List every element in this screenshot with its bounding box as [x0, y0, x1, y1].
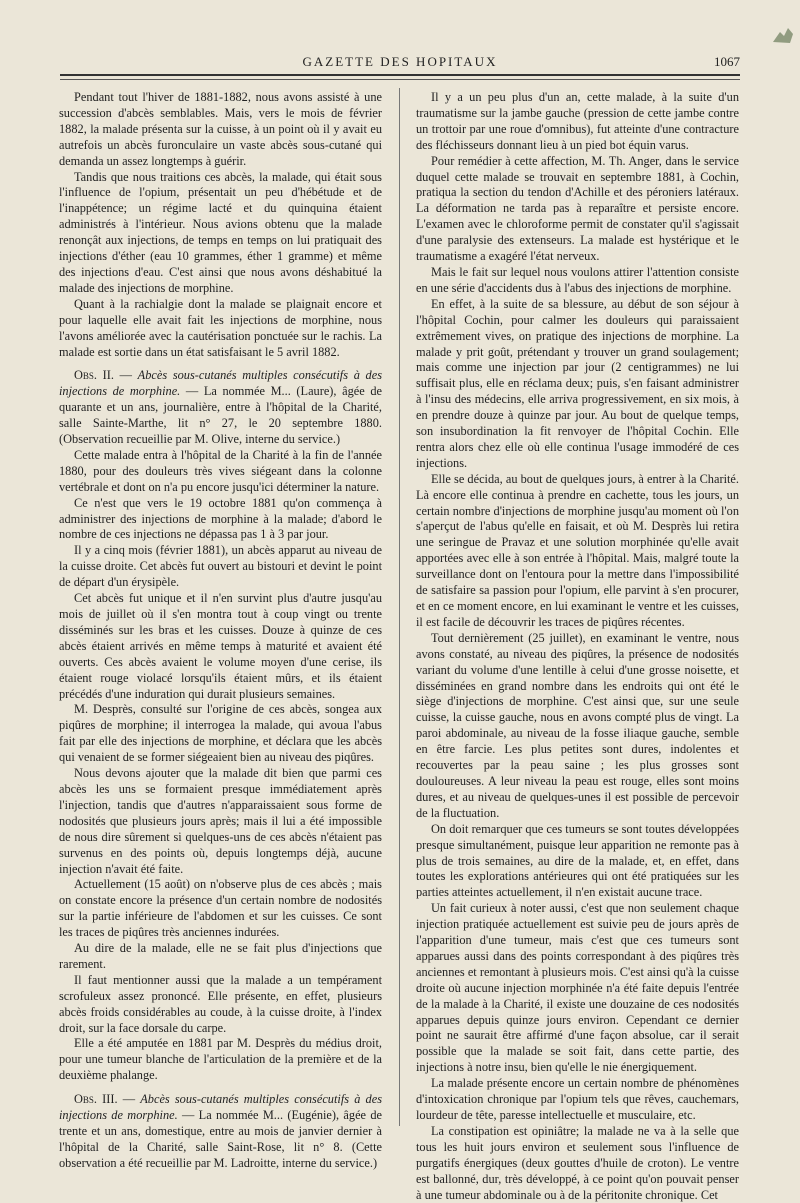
paragraph: Au dire de la malade, elle ne se fait plus d'injections que rarement. — [59, 941, 382, 971]
paragraph: On doit remarquer que ces tumeurs se sont toutes développées presque simultanément, puisque leur apparition ne remonte pas à plus de trois semaines, au dire de la malade, et, en effet, dans toutes les explorations antérieures qui ont été pratiquées sur les parties atteintes actuellement, il n'en existait aucune trace. — [416, 821, 739, 900]
paragraph: En effet, à la suite de sa blessure, au début de son séjour à l'hôpital Cochin, pour calmer les douleurs qui paraissaient extrêmement vives, on pratique des injections de morphine. La malade y prit goût, prétendant y trouver un grand soulagement; mais comme une injection par jour (2 centigrammes) ne lui suffisait plus, elle en réclama deux; puis, s'en faisant administrer à l'insu des médecins, elle arriva progressivement, en six mois, à en prendre douze à quinze par jour. Au bout de quelque temps, son insubordination la fit renvoyer de l'hôpital Cochin. Elle rentra alors chez elle où elle continua l'usage immodéré de ces injections. — [416, 296, 739, 470]
left-column — [59, 90, 383, 1170]
paragraph: Quant à la rachialgie dont la malade se plaignait encore et pour laquelle elle avait fait les injections de morphine, nous l'avons améliorée avec la cautérisation ponctuée sur le rachis. La malade est sortie dans un état satisfaisant le 5 avril 1882. — [59, 296, 382, 359]
paragraph: Il y a un peu plus d'un an, cette malade, à la suite d'un traumatisme sur la jambe gauche (pression de cette jambe contre un trottoir par une roue d'omnibus), fut atteinte d'une contracture des fléchisseurs donnant lieu à un pied bot équin varus. — [416, 90, 739, 152]
paragraph: Cet abcès fut unique et il n'en survint plus d'autre jusqu'au mois de juillet où il s'en montra tout à coup vingt ou trente disséminés sur les bras et les cuisses. Douze à quinze de ces abcès étaient arrivés en même temps à maturité et avaient été ouverts. Ces abcès avaient le volume moyen d'une cerise, ils étaient rouge violacé lorsqu'ils étaient mûrs, et ils étaient précédés d'une induration qui durait plusieurs semaines. — [59, 591, 382, 701]
observation-label: Obs. III. — — [74, 1092, 141, 1107]
paragraph: Ce n'est que vers le 19 octobre 1881 qu'on commença à administrer des injections de morphine à la malade; d'abord le nombre de ces injections ne dépassa pas 1 à 3 par jour. — [59, 495, 382, 542]
paragraph: M. Desprès, consulté sur l'origine de ces abcès, songea aux piqûres de morphine; il interrogea la malade, qui avoua l'abus fait par elle des injections de morphine, et déclara que les abcès qui venaient de se former siégeaient bien au niveau des piqûres. — [59, 702, 382, 765]
column-divider — [399, 88, 400, 1126]
paragraph: Un fait curieux à noter aussi, c'est que non seulement chaque injection pratiquée actuellement est suivie peu de jours après de l'apparition d'une tumeur, mais c'est que ces tumeurs sont apparues aussi dans des points correspondant à des piqûres très anciennes et remontant à plusieurs mois. C'est ainsi qu'à la cuisse droite où aucune injection morphinée n'a été faite depuis l'entrée de la malade à la Charité, il existe une douzaine de ces nodosités apparues depuis quinze jours environ. Cependant ce dernier point ne saurait être affirmé d'une façon absolue, car il serait possible que la malade se soit fait, dans cette partie, des injections à notre insu, bien qu'elle le nie énergiquement. — [416, 901, 739, 1075]
paragraph: Tandis que nous traitions ces abcès, la malade, qui était sous l'influence de l'opium, présentait un peu d'hébétude et de l'inappétence; un régime lacté et du quinquina étaient administrés à l'intérieur. Nous avions obtenu que la malade renonçât aux injections, de temps en temps on lui pratiquait des injections d'éther (eau 10 grammes, éther 1 gramme) et même des injections d'eau. C'est ainsi que nous avons déshabitué la malade des injections de morphine. — [59, 169, 382, 295]
paragraph: Nous devons ajouter que la malade dit bien que parmi ces abcès les uns se formaient presque immédiatement après l'injection, tandis que d'autres n'apparaissaient sous forme de nodosités que plusieurs jours après; mais il lui a été impossible de nous dire sûrement si quelques-uns de ces abcès n'étaient pas survenus en des points où, depuis longtemps déjà, aucune injection n'avait été faite. — [59, 766, 382, 876]
corner-ornament-icon — [770, 24, 796, 46]
page-header — [60, 54, 740, 74]
paragraph: Cette malade entra à l'hôpital de la Charité à la fin de l'année 1880, pour des douleurs très vives siégeant dans la colonne vertébrale et dont on n'a pu encore jusqu'ici déterminer la nature. — [59, 447, 382, 494]
observation-intro: — La nommée M... (Laure), âgée de quarante et un ans, journalière, entre à l'hôpital de la Charité, salle Sainte-Marthe, lit n° 27, le 20 septembre 1880. (Observation recueillie par M. Olive, interne du service.) — [59, 384, 382, 447]
observation-3-header — [59, 1092, 382, 1172]
page-number: 1067 — [714, 54, 740, 69]
observation-label: Obs. II. — — [74, 368, 138, 383]
paragraph: Actuellement (15 août) on n'observe plus de ces abcès ; mais on constate encore la présence d'un certain nombre de nodosités sur la partie inférieure de l'abdomen et sur les cuisses. Ce sont les traces de piqûres très anciennes indurées. — [59, 877, 382, 940]
paragraph: Elle se décida, au bout de quelques jours, à entrer à la Charité. Là encore elle continua à prendre en cachette, tous les jours, un certain nombre d'injections de morphine jusqu'au moment où l'on s'aperçut de l'abus qu'elle en faisait, et où M. Desprès lui retira une seringue de Pravaz et une solution morphinée qu'elle avait apportées avec elle à son entrée à l'hôpital. Mais, malgré toute la surveillance dont on l'entoura pour la mettre dans l'impossibilité de satisfaire sa passion pour l'opium, elle parvint à s'en procurer, et en ce moment encore, en lui examinant le ventre et les cuisses, il est facile de découvrir les traces de piqûres récentes. — [416, 471, 739, 629]
observation-2-header — [59, 368, 382, 448]
header-rule-thin — [60, 79, 740, 80]
observation-title: Abcès sous-cutanés multiples consécutifs à des injections de morphine. — [59, 368, 382, 399]
paragraph: Pendant tout l'hiver de 1881-1882, nous avons assisté à une succession d'abcès semblables. Mais, vers le mois de février 1882, la malade présenta sur la cuisse, à un point où il y avait eu autrefois un abcès furonculaire un vaste abcès sous-cutané qui demanda un assez longtemps à guérir. — [59, 90, 382, 168]
journal-title: GAZETTE DES HOPITAUX — [302, 54, 498, 69]
paragraph: Il y a cinq mois (février 1881), un abcès apparut au niveau de la cuisse droite. Cet abcès fut ouvert au bistouri et devint le point de départ d'un érysipèle. — [59, 543, 382, 590]
paragraph: Mais le fait sur lequel nous voulons attirer l'attention consiste en une série d'accidents dus à l'abus des injections de morphine. — [416, 264, 739, 295]
paragraph: La malade présente encore un certain nombre de phénomènes d'intoxication chronique par l'opium tels que rêves, cauchemars, lourdeur de tête, paresse intellectuelle et musculaire, etc. — [416, 1076, 739, 1122]
observation-title: Abcès sous-cutanés multiples consécutifs à des injections de morphine. — [59, 1092, 383, 1123]
paragraph: Elle a été amputée en 1881 par M. Desprès du médius droit, pour une tumeur blanche de l'articulation de la première et de la deuxième phalange. — [59, 1036, 382, 1083]
paragraph: Il faut mentionner aussi que la malade a un tempérament scrofuleux assez prononcé. Elle présente, en effet, plusieurs abcès froids considérables au coude, à la cuisse droite, à l'index droit, sur la face dorsale du carpe. — [59, 972, 382, 1035]
observation-intro: — La nommée M... (Eugénie), âgée de trente et un ans, domestique, entre au mois de janvier dernier à l'hôpital de la Charité, salle Saint-Rose, lit n° 8. (Cette observation a été recueillie par M. Ladroitte, interne du service.) — [59, 1108, 383, 1170]
header-rule-thick — [60, 74, 740, 76]
paragraph: Tout dernièrement (25 juillet), en examinant le ventre, nous avons constaté, au niveau des piqûres, la présence de nodosités variant du volume d'une lentille à celui d'une grosse noisette, et disséminées en grand nombre dans les endroits qui ont été le siège d'injections de morphine. C'est ainsi que, sur une seule cuisse, la cuisse gauche, nous en avons compté plus de vingt. La paroi abdominale, au niveau de la fosse iliaque gauche, semble en être farcie. Les plus petites sont dures, indolentes et recouvertes par la peau saine ; les plus grosses sont douloureuses. A leur niveau la peau est rouge, elles sont moins dures, et au niveau de quelques-unes il est possible de percevoir de la fluctuation. — [416, 630, 739, 820]
paragraph: Pour remédier à cette affection, M. Th. Anger, dans le service duquel cette malade se trouvait en septembre 1881, à Cochin, pratiqua la section du tendon d'Achille et des péroniers latéraux. La déformation ne tarda pas à reparaître et persiste encore. L'examen avec le chloroforme permit de constater qu'il s'agissait d'une paralysie des extenseurs. La malade est hystérique et le traumatisme a exagéré l'état nerveux. — [416, 153, 739, 264]
paragraph: La constipation est opiniâtre; la malade ne va à la selle que tous les huit jours environ et seulement sous l'influence de purgatifs énergiques (deux gouttes d'huile de croton). Le ventre est ballonné, dur, très développé, à ce point qu'on pouvait penser à une tumeur abdominale ou à de la péritonite chronique. Cet — [416, 1123, 739, 1202]
right-column — [416, 90, 739, 1202]
